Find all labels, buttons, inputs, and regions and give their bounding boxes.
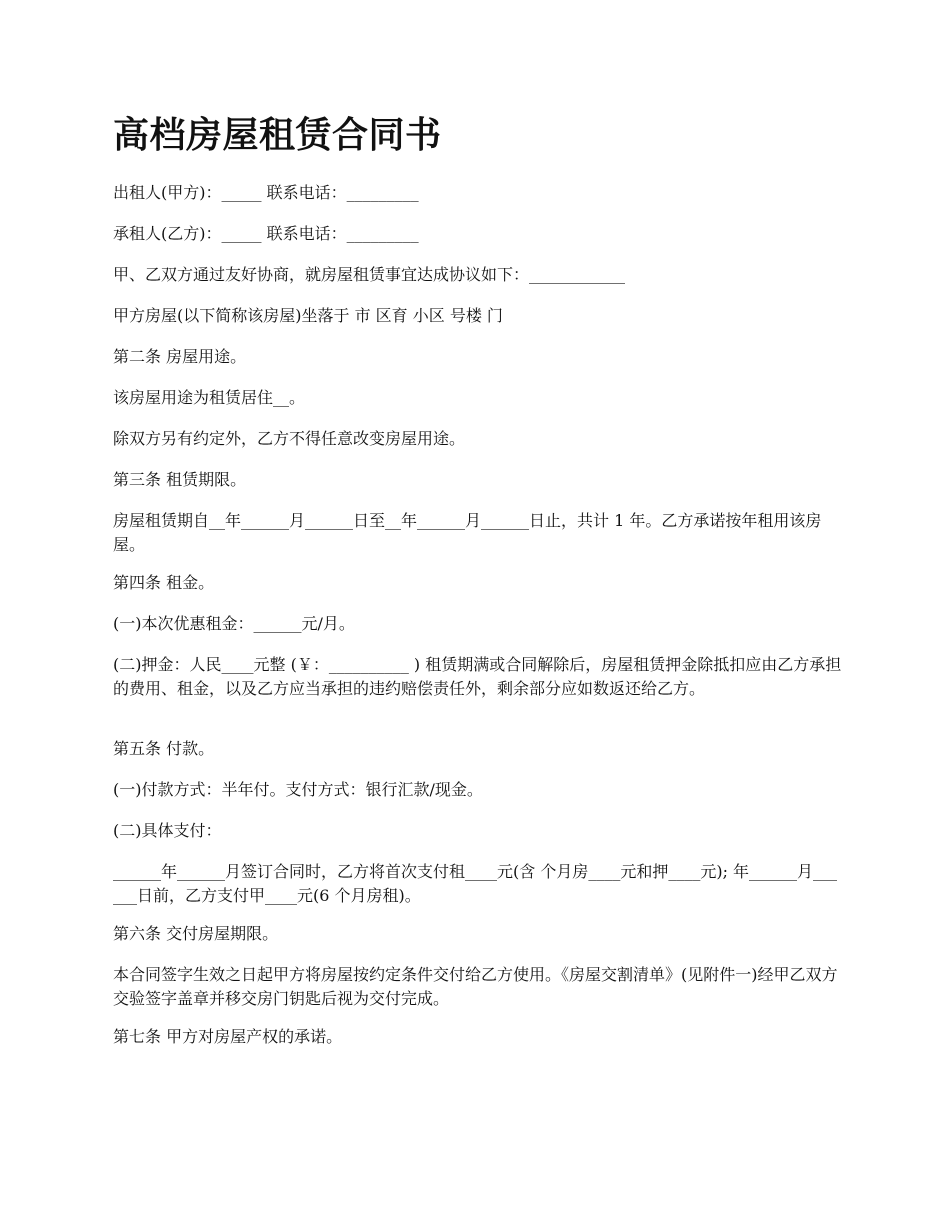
article-5-heading: 第五条 付款。	[113, 739, 215, 758]
article-2-heading: 第二条 房屋用途。	[113, 347, 247, 366]
paragraph-lease-term: 房屋租赁期自__年______月______日至__年______月______日止，共计 1 年。乙方承诺按年租用该房屋。	[113, 511, 822, 554]
paragraph-property-use: 该房屋用途为租赁居住__。	[113, 388, 306, 407]
paragraph-payment-schedule: ______年______月签订合同时，乙方将首次支付租____元(含 个月房____元和押____元); 年______月______日前，乙方支付甲____元(6 个月房租)。	[113, 862, 838, 905]
article-3-heading: 第三条 租赁期限。	[113, 470, 247, 489]
paragraph-deposit: (二)押金：人民____元整 (￥：__________ ) 租赁期满或合同解除后，房屋租赁押金除抵扣应由乙方承担的费用、租金，以及乙方应当承担的违约赔偿责任外，剩余部分应如数返还给乙方。	[113, 655, 842, 698]
paragraph-lessee: 承租人(乙方)：_____ 联系电话：_________	[113, 224, 419, 243]
paragraph-use-restriction: 除双方另有约定外，乙方不得任意改变房屋用途。	[113, 429, 466, 448]
paragraph-payment-method: (一)付款方式：半年付。支付方式：银行汇款/现金。	[113, 780, 483, 799]
article-6-heading: 第六条 交付房屋期限。	[113, 924, 279, 943]
paragraph-property-location: 甲方房屋(以下简称该房屋)坐落于 市 区育 小区 号楼 门	[113, 306, 503, 325]
paragraph-delivery: 本合同签字生效之日起甲方将房屋按约定条件交付给乙方使用。《房屋交割清单》(见附件一)经甲乙双方交验签字盖章并移交房门钥匙后视为交付完成。	[113, 965, 838, 1008]
paragraph-payment-details-heading: (二)具体支付：	[113, 821, 222, 840]
article-7-heading: 第七条 甲方对房屋产权的承诺。	[113, 1027, 343, 1046]
paragraph-discount-rent: (一)本次优惠租金：______元/月。	[113, 614, 355, 633]
paragraph-lessor: 出租人(甲方)：_____ 联系电话：_________	[113, 183, 419, 202]
article-4-heading: 第四条 租金。	[113, 573, 215, 592]
document-title: 高档房屋租赁合同书	[113, 115, 442, 156]
paragraph-agreement-intro: 甲、乙双方通过友好协商，就房屋租赁事宜达成协议如下：____________	[113, 265, 626, 284]
